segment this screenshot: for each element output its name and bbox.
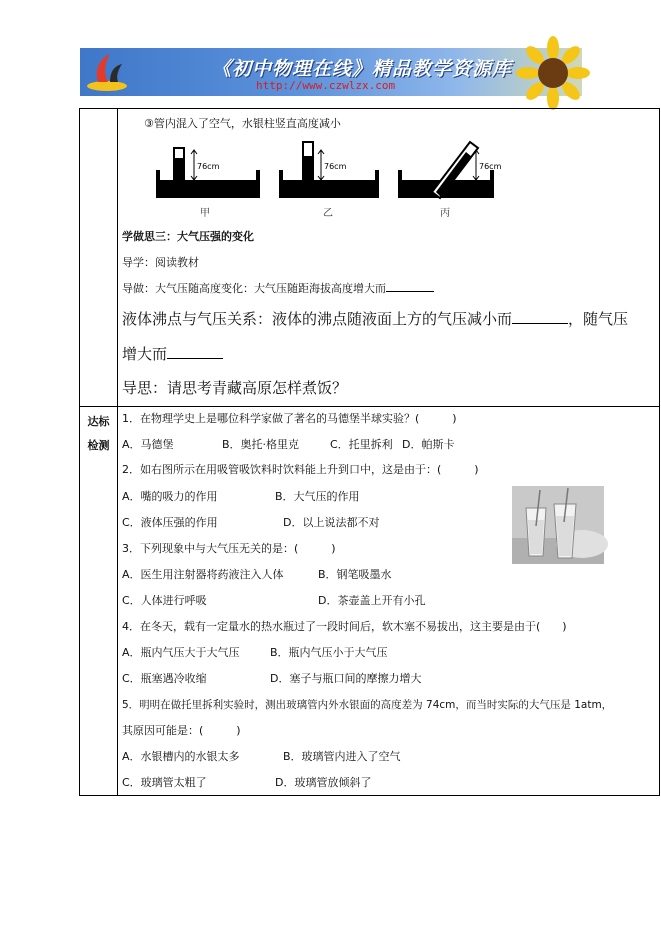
question-5-option-b[interactable]: B．玻璃管内进入了空气 (283, 750, 401, 763)
section-label-line2: 检测 (87, 439, 110, 452)
section-label-line1: 达标 (87, 415, 110, 428)
diagram-label-jia: 甲 (200, 208, 210, 219)
question-2-stem: 2．如右图所示在用吸管吸饮料时饮料能上升到口中，这是由于：( ) (122, 463, 479, 476)
drink-glasses-image (512, 486, 604, 564)
question-1-option-d[interactable]: D．帕斯卡 (402, 438, 455, 451)
banner-url: http://www.czwlzx.com (256, 79, 396, 92)
table-row-divider (79, 406, 660, 407)
boiling-text-b: ，随气压 (568, 310, 629, 328)
question-1-stem: 1．在物理学史上是哪位科学家做了著名的马德堡半球实验？( ) (122, 412, 457, 425)
diagram-measure-label: 76cm (479, 162, 502, 171)
diagram-measure-label: 76cm (197, 162, 220, 171)
header-banner (80, 48, 582, 96)
diagram-tilted-tube (396, 140, 502, 198)
question-4-option-d[interactable]: D．塞子与瓶口间的摩擦力增大 (270, 672, 422, 685)
boiling-text-c: 增大而 (122, 345, 168, 363)
boiling-text-a: 液体沸点与气压关系：液体的沸点随液面上方的气压减小而 (122, 310, 513, 328)
table-column-divider (117, 108, 118, 796)
question-5-stem: 5．明明在做托里拆利实验时，测出玻璃管内外水银面的高度差为 74cm，而当时实际的大气压是 1atm， (122, 699, 613, 711)
torricelli-note: ③管内混入了空气，水银柱竖直高度减小 (144, 117, 341, 130)
diagram-measure-label: 76cm (324, 162, 347, 171)
question-4-option-a[interactable]: A．瓶内气压大于大气压 (122, 646, 240, 659)
guide-do (122, 282, 434, 296)
answer-blank[interactable] (167, 358, 223, 359)
guide-do-text: 导做：大气压随高度变化：大气压随距海拔高度增大而 (122, 282, 386, 295)
question-3-option-a[interactable]: A．医生用注射器将药液注入人体 (122, 568, 284, 581)
content-table (79, 108, 660, 796)
site-logo (84, 50, 130, 94)
question-1-option-b[interactable]: B．奥托·格里克 (222, 438, 300, 451)
guide-read: 导学：阅读教材 (122, 256, 199, 269)
boiling-point-line2 (122, 344, 223, 364)
question-2-option-c[interactable]: C．液体压强的作用 (122, 516, 218, 529)
boiling-point-line1 (122, 309, 628, 329)
section-heading: 学做思三：大气压强的变化 (122, 230, 254, 243)
section-label-assessment (80, 410, 117, 458)
question-5-stem-cont: 其原因可能是：( ) (122, 724, 241, 737)
question-3-stem: 3．下列现象中与大气压无关的是：( ) (122, 542, 336, 555)
banner-title: 《初中物理在线》精品教学资源库 (212, 58, 513, 80)
question-3-option-d[interactable]: D．茶壶盖上开有小孔 (318, 594, 426, 607)
question-1-option-a[interactable]: A．马德堡 (122, 438, 174, 451)
question-3-option-c[interactable]: C．人体进行呼吸 (122, 594, 207, 607)
question-5-option-d[interactable]: D．玻璃管放倾斜了 (275, 776, 372, 789)
question-2-option-d[interactable]: D．以上说法都不对 (283, 516, 380, 529)
question-4-option-c[interactable]: C．瓶塞遇冷收缩 (122, 672, 207, 685)
guide-think: 导思：请思考青藏高原怎样煮饭？ (122, 379, 348, 397)
answer-blank[interactable] (386, 291, 434, 292)
answer-blank[interactable] (512, 323, 568, 324)
diagram-vertical-tube (154, 140, 264, 198)
question-5-option-c[interactable]: C．玻璃管太粗了 (122, 776, 207, 789)
diagram-label-bing: 丙 (440, 208, 450, 219)
question-4-option-b[interactable]: B．瓶内气压小于大气压 (270, 646, 388, 659)
sunflower-icon (518, 38, 588, 108)
question-1-option-c[interactable]: C．托里拆利 (330, 438, 393, 451)
question-4-stem: 4．在冬天，载有一定量水的热水瓶过了一段时间后，软木塞不易拔出，这主要是由于( ) (122, 620, 567, 633)
question-2-option-a[interactable]: A．嘴的吸力的作用 (122, 490, 218, 503)
diagram-label-yi: 乙 (323, 208, 333, 219)
question-3-option-b[interactable]: B．钢笔吸墨水 (318, 568, 392, 581)
question-2-option-b[interactable]: B．大气压的作用 (275, 490, 360, 503)
question-5-option-a[interactable]: A．水银槽内的水银太多 (122, 750, 240, 763)
diagram-air-in-tube (277, 140, 387, 198)
